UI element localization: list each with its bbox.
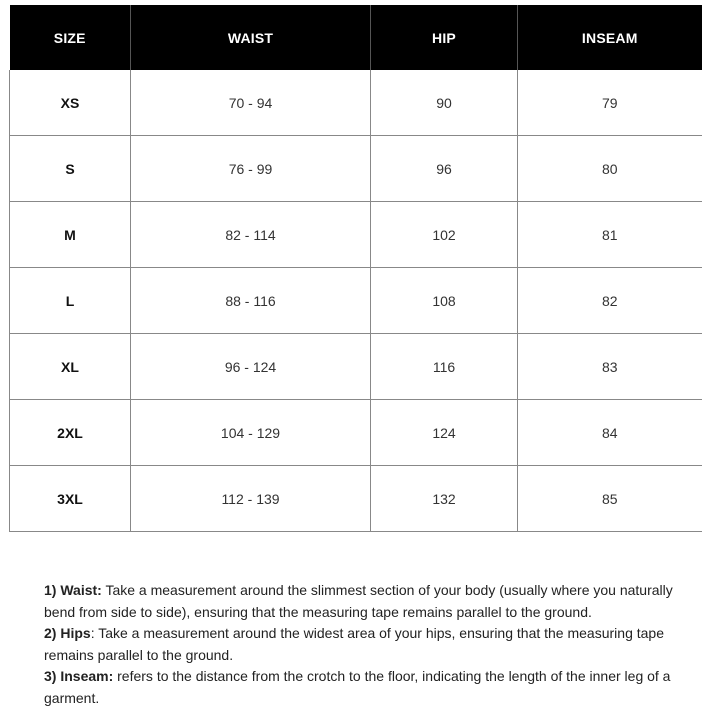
hip-cell: 108 bbox=[371, 268, 518, 334]
table-header bbox=[10, 5, 702, 70]
note-waist bbox=[44, 580, 699, 623]
waist-cell: 112 - 139 bbox=[131, 466, 371, 532]
hip-cell: 90 bbox=[371, 70, 518, 136]
size-chart-table bbox=[9, 5, 702, 532]
inseam-cell: 83 bbox=[518, 334, 702, 400]
header-waist: WAIST bbox=[131, 5, 371, 70]
table-row bbox=[10, 136, 702, 202]
note-hips bbox=[44, 623, 699, 666]
size-cell: XL bbox=[10, 334, 131, 400]
note-term: 3) Inseam: bbox=[44, 668, 114, 684]
header-hip: HIP bbox=[371, 5, 518, 70]
waist-cell: 96 - 124 bbox=[131, 334, 371, 400]
note-term: 2) Hips bbox=[44, 625, 91, 641]
note-text: : Take a measurement around the widest area of your hips, ensuring that the measuring tape remains parallel to the ground. bbox=[44, 625, 664, 663]
waist-cell: 76 - 99 bbox=[131, 136, 371, 202]
table-row bbox=[10, 70, 702, 136]
waist-cell: 82 - 114 bbox=[131, 202, 371, 268]
hip-cell: 96 bbox=[371, 136, 518, 202]
size-cell: M bbox=[10, 202, 131, 268]
table-row bbox=[10, 202, 702, 268]
waist-cell: 88 - 116 bbox=[131, 268, 371, 334]
table-row bbox=[10, 334, 702, 400]
inseam-cell: 85 bbox=[518, 466, 702, 532]
waist-cell: 70 - 94 bbox=[131, 70, 371, 136]
table-body bbox=[10, 70, 702, 532]
header-size: SIZE bbox=[10, 5, 131, 70]
inseam-cell: 84 bbox=[518, 400, 702, 466]
table-row bbox=[10, 466, 702, 532]
table-row bbox=[10, 268, 702, 334]
inseam-cell: 82 bbox=[518, 268, 702, 334]
table-row bbox=[10, 400, 702, 466]
note-term: 1) Waist: bbox=[44, 582, 102, 598]
hip-cell: 132 bbox=[371, 466, 518, 532]
waist-cell: 104 - 129 bbox=[131, 400, 371, 466]
size-cell: L bbox=[10, 268, 131, 334]
header-row bbox=[10, 5, 702, 70]
size-cell: 2XL bbox=[10, 400, 131, 466]
inseam-cell: 81 bbox=[518, 202, 702, 268]
header-inseam: INSEAM bbox=[518, 5, 702, 70]
size-cell: XS bbox=[10, 70, 131, 136]
hip-cell: 102 bbox=[371, 202, 518, 268]
hip-cell: 116 bbox=[371, 334, 518, 400]
hip-cell: 124 bbox=[371, 400, 518, 466]
size-cell: S bbox=[10, 136, 131, 202]
measurement-notes bbox=[44, 580, 699, 709]
inseam-cell: 80 bbox=[518, 136, 702, 202]
note-text: Take a measurement around the slimmest section of your body (usually where you naturally bend from side to side), ensuring that the measuring tape remains parallel to the ground. bbox=[44, 582, 673, 620]
size-cell: 3XL bbox=[10, 466, 131, 532]
inseam-cell: 79 bbox=[518, 70, 702, 136]
note-inseam bbox=[44, 666, 699, 709]
note-text: refers to the distance from the crotch to the floor, indicating the length of the inner leg of a garment. bbox=[44, 668, 671, 706]
